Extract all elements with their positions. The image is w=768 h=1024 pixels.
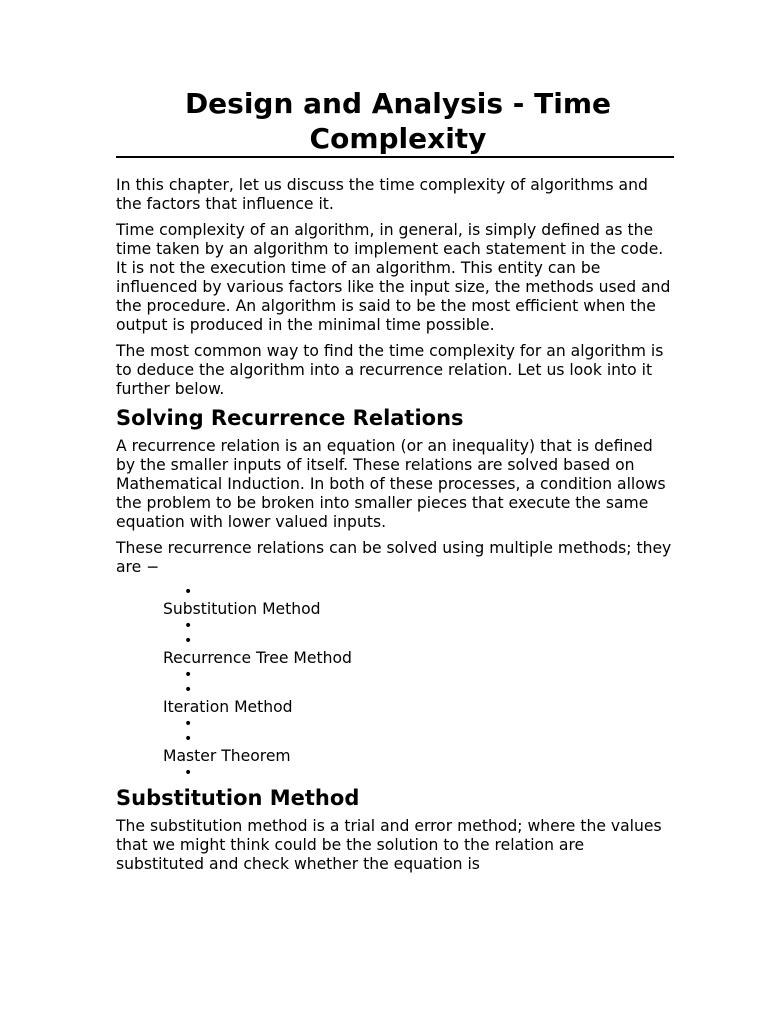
bullet-icon: • (184, 667, 193, 683)
page-title: Design and Analysis - Time Complexity (184, 87, 612, 155)
list-item (116, 634, 674, 683)
bullet-icon: • (184, 716, 193, 732)
method-label-substitution: Substitution Method (163, 600, 321, 618)
list-item (116, 683, 674, 732)
list-item (116, 732, 674, 781)
bullet-icon: • (184, 633, 193, 649)
recurrence-paragraph-2: These recurrence relations can be solved using multiple methods; they are − (116, 539, 672, 576)
substitution-paragraph: The substitution method is a trial and error method; where the values that we might think could be the solution to the relation are substituted and check whether the equation is (116, 817, 662, 873)
section-heading-recurrence: Solving Recurrence Relations (116, 406, 464, 430)
title-underline (116, 156, 674, 158)
bullet-icon: • (184, 618, 193, 634)
bullet-icon: • (184, 584, 193, 600)
bullet-icon: • (184, 765, 193, 781)
intro-paragraph-2: Time complexity of an algorithm, in general, is simply defined as the time taken by an algorithm to implement each statement in the code. It is not the execution time of an algorithm. This entity can be influenced by various factors like the input size, the methods used and the procedure. An algorithm is said to be the most efficient when the output is produced in the minimal time possible. (116, 221, 671, 334)
bullet-icon: • (184, 682, 193, 698)
intro-paragraph-1: In this chapter, let us discuss the time complexity of algorithms and the factors that influence it. (116, 176, 648, 213)
bullet-icon: • (184, 731, 193, 747)
section-heading-substitution: Substitution Method (116, 786, 360, 810)
list-item (116, 585, 674, 634)
document-page (116, 86, 674, 874)
method-label-iteration: Iteration Method (163, 698, 293, 716)
methods-list (116, 585, 674, 781)
recurrence-paragraph-1: A recurrence relation is an equation (or an inequality) that is defined by the smaller inputs of itself. These relations are solved based on Mathematical Induction. In both of these processes, a condition allows the problem to be broken into smaller pieces that execute the same equation with lower valued inputs. (116, 437, 666, 531)
method-label-recurrence-tree: Recurrence Tree Method (163, 649, 352, 667)
intro-paragraph-3: The most common way to find the time complexity for an algorithm is to deduce the algorithm into a recurrence relation. Let us look into it further below. (116, 342, 664, 398)
method-label-master-theorem: Master Theorem (163, 747, 291, 765)
